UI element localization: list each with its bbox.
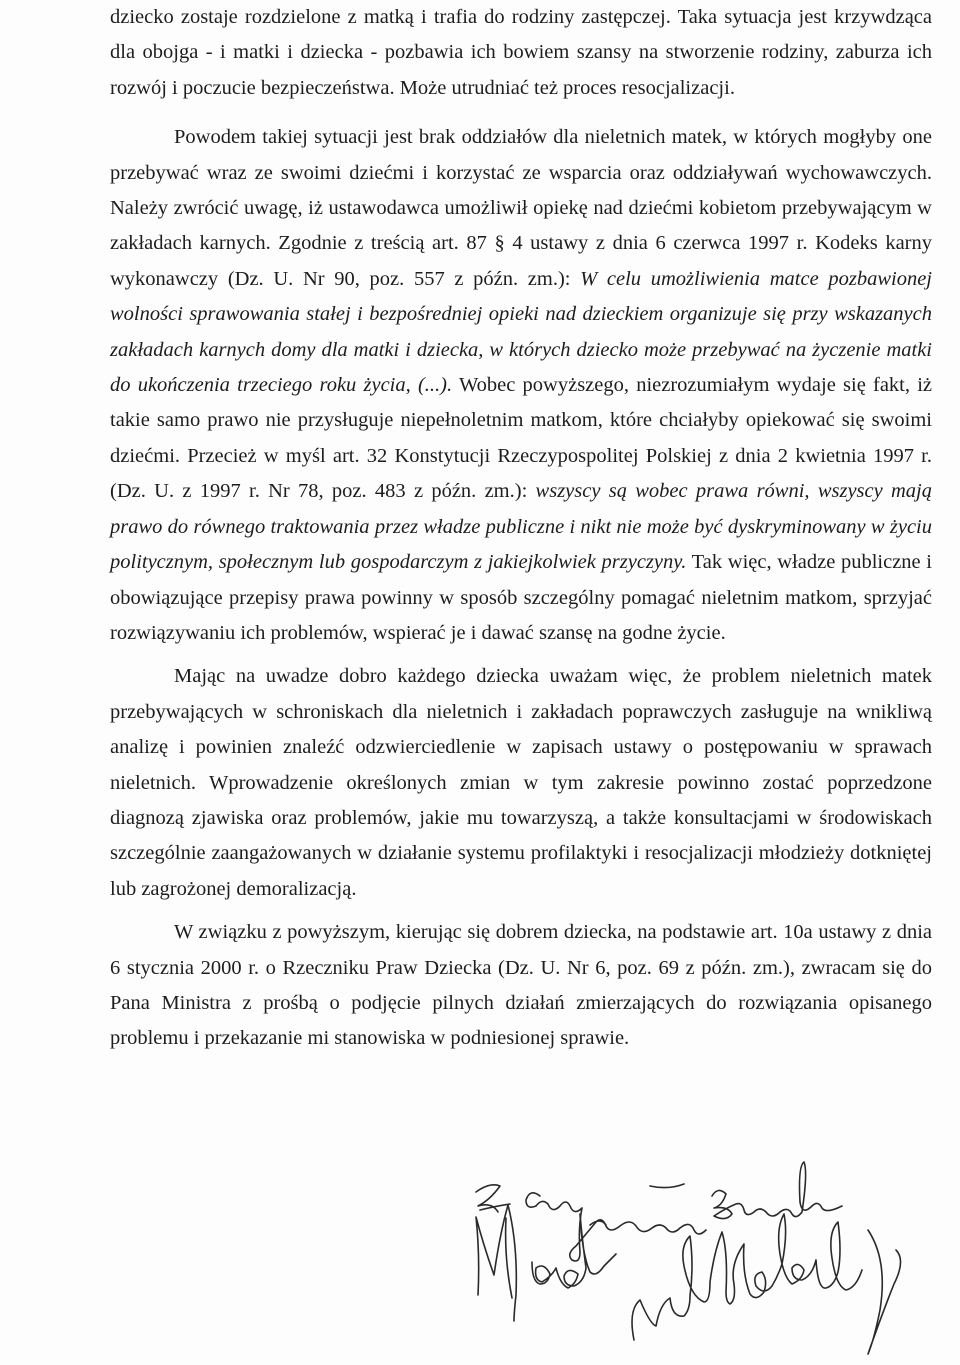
document-body: [110, 0, 932, 1057]
paragraph-2-text-c: Tak więc, władze publiczne i obowiązujące przepisy prawa powinny w sposób szczególny pomagać nieletnim matkom, sprzyjać rozwiązywaniu ich problemów, wspierać je i dawać szansę na godne życie.: [110, 551, 933, 644]
paragraph-1: dziecko zostaje rozdzielone z matką i trafia do rodziny zastępczej. Taka sytuacja jest krzywdząca dla obojga - i matki i dziecka - pozbawia ich bowiem szansy na stworzenie rodziny, zaburza ich rozwój i poczucie bezpieczeństwa. Może utrudniać też proces resocjalizacji.: [110, 6, 932, 99]
paragraph-2-text-a: Powodem takiej sytuacji jest brak oddziałów dla nieletnich matek, w których mogłyby one przebywać wraz ze swoimi dziećmi i korzystać ze wsparcia oraz oddziaływań wychowawczych. Należy zwrócić uwagę, iż ustawodawca umożliwił opiekę nad dziećmi kobietom przebywającym w zakładach karnych. Zgodnie z treścią art. 87 § 4 ustawy z dnia 6 czerwca 1997 r. Kodeks karny wykonawczy (Dz. U. Nr 90, poz. 557 z późn. zm.):: [110, 126, 932, 290]
paragraph-2-text-b: Wobec powyższego, niezrozumiałym wydaje się fakt, iż takie samo prawo nie przysługuje niepełnoletnim matkom, które chciałyby opiekować się swoimi dziećmi. Przecież w myśl art. 32 Konstytucji Rzeczypospolitej Polskiej z dnia 2 kwietnia 1997 r. (Dz. U. z 1997 r. Nr 78, poz. 483 z późn. zm.):: [110, 374, 932, 503]
paragraph-4: W związku z powyższym, kierując się dobrem dziecka, na podstawie art. 10a ustawy z dnia 6 stycznia 2000 r. o Rzeczniku Praw Dziecka (Dz. U. Nr 6, poz. 69 z późn. zm.), zwracam się do Pana Ministra z prośbą o podjęcie pilnych działań zmierzających do rozwiązania opisanego problemu i przekazanie mi stanowiska w podniesionej sprawie.: [110, 921, 932, 1050]
paragraph-2: [110, 120, 932, 651]
legal-quote-constitution: wszyscy są wobec prawa równi, wszyscy mają prawo do równego traktowania przez władze publiczne i nikt nie może być dyskryminowany w życiu politycznym, społecznym lub gospodarczym z jakiejkolwiek przyczyny.: [110, 480, 932, 574]
legal-quote-kkw: W celu umożliwienia matce pozbawionej wolności sprawowania stałej i bezpośredniej opieki nad dzieckiem organizuje się przy wskazanych zakładach karnych domy dla matki i dziecka, w których dziecko może przebywać na życzenie matki do ukończenia trzeciego roku życia, (...).: [110, 267, 932, 397]
paragraph-3: Mając na uwadze dobro każdego dziecka uważam więc, że problem nieletnich matek przebywających w schroniskach dla nieletnich i zakładach poprawczych zasługuje na wnikliwą analizę i powinien znaleźć odzwierciedlenie w zapisach ustawy o postępowaniu w sprawach nieletnich. Wprowadzenie określonych zmian w tym zakresie powinno zostać poprzedzone diagnozą zjawiska oraz problemów, jakie mu towarzyszą, a także konsultacjami w środowiskach szczególnie zaangażowanych w działanie systemu profilaktyki i resocjalizacji młodzieży dotkniętej lub zagrożonej demoralizacją.: [110, 665, 932, 900]
